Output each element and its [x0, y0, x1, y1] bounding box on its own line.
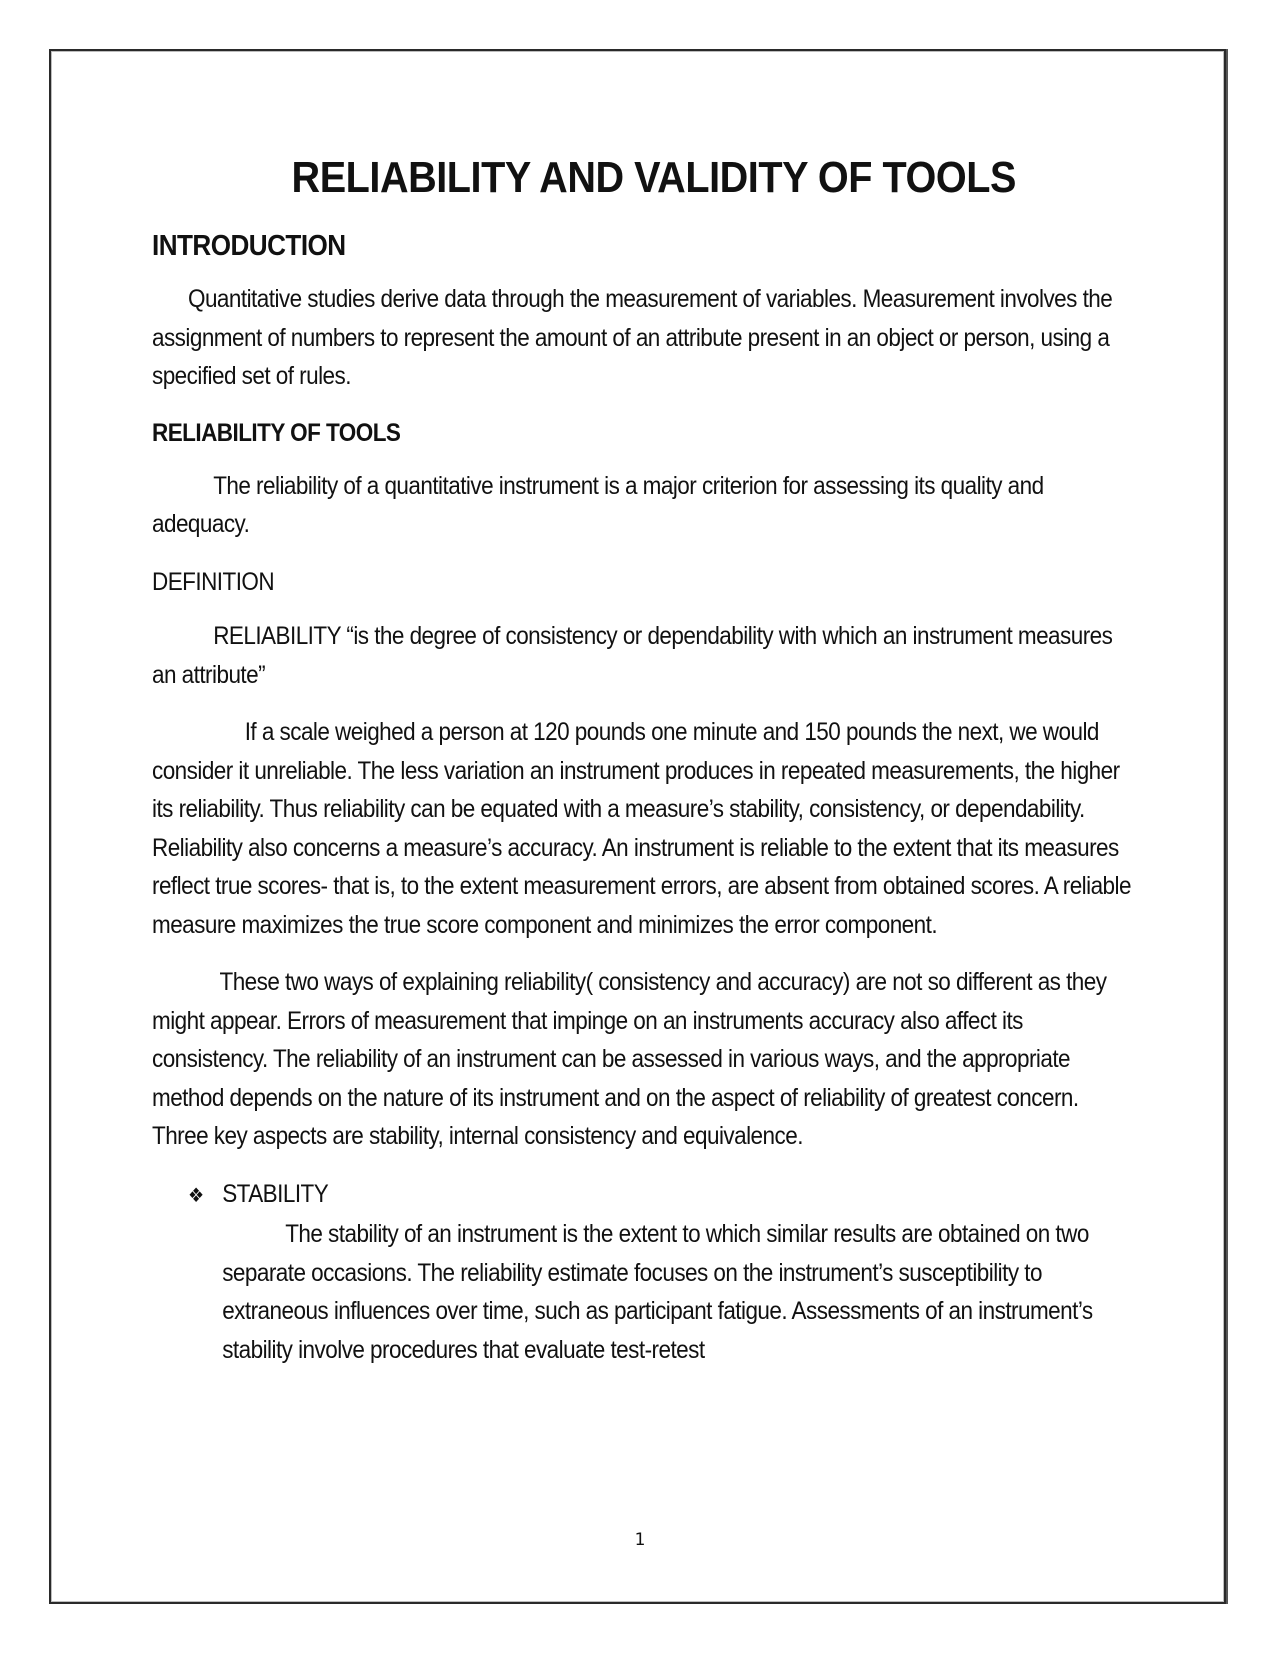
ways-paragraph: These two ways of explaining reliability( consistency and accuracy) are not so different as they might appear. Errors of measurement that impinge on an instruments accuracy also affect its consistency. The reliability of an instrument can be assessed in various ways, and the appropriate method depends on the nature of its instrument and on the aspect of reliability of greatest concern. Three key aspects are stability, internal consistency and equivalence. — [152, 968, 1107, 1150]
document-body — [152, 150, 1138, 1369]
definition-label: DEFINITION — [152, 567, 275, 596]
diamond-bullet-icon: ❖ — [188, 1184, 205, 1207]
introduction-heading: INTRODUCTION — [152, 230, 346, 262]
stability-paragraph: The stability of an instrument is the extent to which similar results are obtained on two separate occasions. The reliability estimate focuses on the instrument’s susceptibility to extraneous influences over time, such as participant fatigue. Assessments of an instrument’s stability involve procedures that evaluate test-retest — [222, 1220, 1093, 1364]
stability-bullet — [188, 1175, 1138, 1370]
document-title: RELIABILITY AND VALIDITY OF TOOLS — [291, 153, 1016, 202]
reliability-paragraph: The reliability of a quantitative instrument is a major criterion for assessing its quality and adequacy. — [152, 471, 1044, 538]
stability-label: STABILITY — [222, 1179, 329, 1208]
introduction-paragraph: Quantitative studies derive data through the measurement of variables. Measurement involves the assignment of numbers to represent the amount of an attribute present in an object or person, using a specified set of rules. — [152, 285, 1113, 390]
scale-paragraph: If a scale weighed a person at 120 pounds one minute and 150 pounds the next, we would consider it unreliable. The less variation an instrument produces in repeated measurements, the higher its reliability. Thus reliability can be equated with a measure’s stability, consistency, or dependability. Reliability also concerns a measure’s accuracy. An instrument is reliable to the extent that its measures reflect true scores- that is, to the extent measurement errors, are absent from obtained scores. A reliable measure maximizes the true score component and minimizes the error component. — [152, 718, 1131, 939]
reliability-heading: RELIABILITY OF TOOLS — [152, 418, 401, 447]
definition-paragraph: RELIABILITY “is the degree of consistency or dependability with which an instrument measures an attribute” — [152, 622, 1113, 689]
stability-bullet-row — [188, 1175, 1138, 1216]
page-number: 1 — [634, 1530, 646, 1550]
